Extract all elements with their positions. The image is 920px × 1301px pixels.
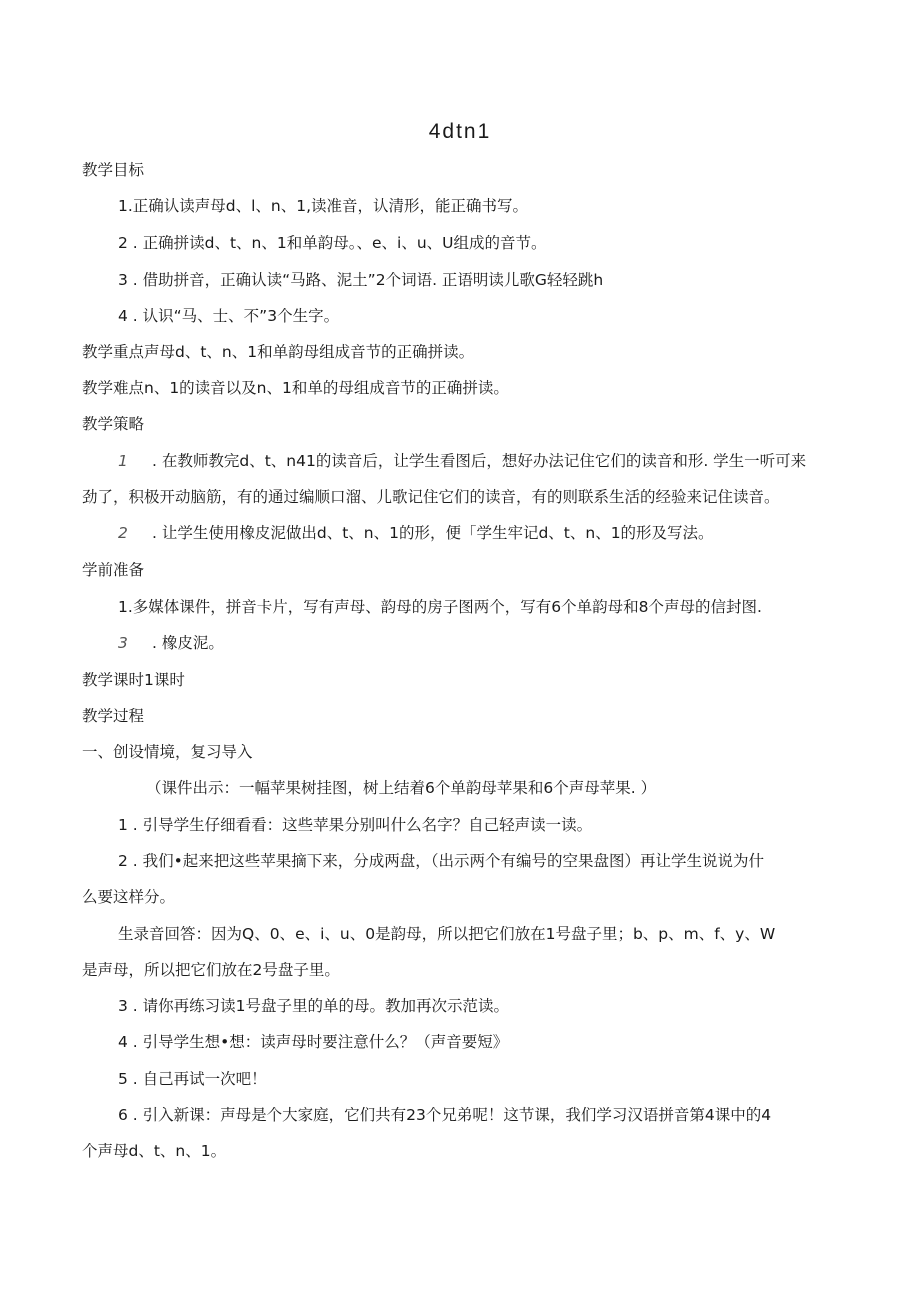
key-points: 教学重点声母d、t、n、1和单韵母组成音节的正确拼读。 bbox=[82, 343, 475, 361]
courseware-note: （课件出示：一幅苹果树挂图，树上结着6个单韵母苹果和6个声母苹果. ） bbox=[146, 779, 657, 797]
prep-heading: 学前准备 bbox=[82, 561, 145, 579]
step-1: 1 . 引导学生仔细看看：这些苹果分别叫什么名字？自己轻声读一读。 bbox=[118, 816, 593, 834]
step-2-line-2: 么要这样分。 bbox=[82, 888, 176, 906]
prep-2-text: . 橡皮泥。 bbox=[152, 634, 224, 652]
goal-2: 2 . 正确拼读d、t、n、1和单韵母。、e、i、u、U组成的音节。 bbox=[118, 234, 547, 252]
answer-line-2: 是声母，所以把它们放在2号盘子里。 bbox=[82, 961, 340, 979]
answer-line-1: 生录音回答：因为Q、0、e、i、u、0是韵母，所以把它们放在1号盘子里；b、p、m、f、y、W bbox=[118, 925, 776, 943]
goal-3: 3 . 借助拼音，正确认读“马路、泥土”2个词语. 正语明读儿歌G轻轻跳h bbox=[118, 271, 604, 289]
strategy-2-number: 2 bbox=[118, 524, 128, 542]
step-6-line-1: 6 . 引入新课：声母是个大家庭，它们共有23个兄弟呢！这节课，我们学习汉语拼音第4课中的4 bbox=[118, 1106, 772, 1124]
prep-2-number: 3 bbox=[118, 634, 128, 652]
strategy-2 bbox=[118, 523, 714, 543]
step-6-line-2: 个声母d、t、n、1。 bbox=[82, 1142, 227, 1160]
strategy-2-text: . 让学生使用橡皮泥做出d、t、n、1的形，便「学生牢记d、t、n、1的形及写法。 bbox=[152, 524, 714, 542]
document-title: 4dtn1 bbox=[428, 120, 492, 143]
strategy-1-line-1 bbox=[118, 451, 806, 471]
step-4: 4 . 引导学生想•想：读声母时要注意什么？（声音要短》 bbox=[118, 1033, 509, 1051]
section-1-heading: 一、创设情境，复习导入 bbox=[82, 743, 253, 761]
step-5: 5 . 自己再试一次吧！ bbox=[118, 1070, 267, 1088]
goals-heading: 教学目标 bbox=[82, 161, 145, 179]
strategy-heading: 教学策略 bbox=[82, 415, 145, 433]
step-2-line-1: 2 . 我们•起来把这些苹果摘下来，分成两盘，（出示两个有编号的空果盘图）再让学生说说为什 bbox=[118, 852, 765, 870]
step-3: 3 . 请你再练习读1号盘子里的单的母。教加再次示范读。 bbox=[118, 997, 510, 1015]
strategy-1-text: . 在教师教完d、t、n41的读音后，让学生看图后，想好办法记住它们的读音和形. 学生一听可来 bbox=[152, 452, 807, 470]
strategy-1-line-2: 劲了，积极开动脑筋，有的通过编顺口溜、儿歌记住它们的读音，有的则联系生活的经验来记住读音。 bbox=[82, 488, 780, 506]
strategy-1-number: 1 bbox=[118, 452, 128, 470]
teaching-hours: 教学课时1课时 bbox=[82, 671, 185, 689]
difficult-points: 教学难点n、1的读音以及n、1和单的母组成音节的正确拼读。 bbox=[82, 379, 509, 397]
process-heading: 教学过程 bbox=[82, 707, 145, 725]
prep-1: 1.多媒体课件，拼音卡片，写有声母、韵母的房子图两个，写有6个单韵母和8个声母的信封图. bbox=[118, 598, 762, 616]
goal-4: 4 . 认识“马、士、不”3个生字。 bbox=[118, 307, 340, 325]
prep-2 bbox=[118, 633, 224, 653]
goal-1: 1.正确认读声母d、l、n、1,读准音，认清形，能正确书写。 bbox=[118, 197, 529, 215]
